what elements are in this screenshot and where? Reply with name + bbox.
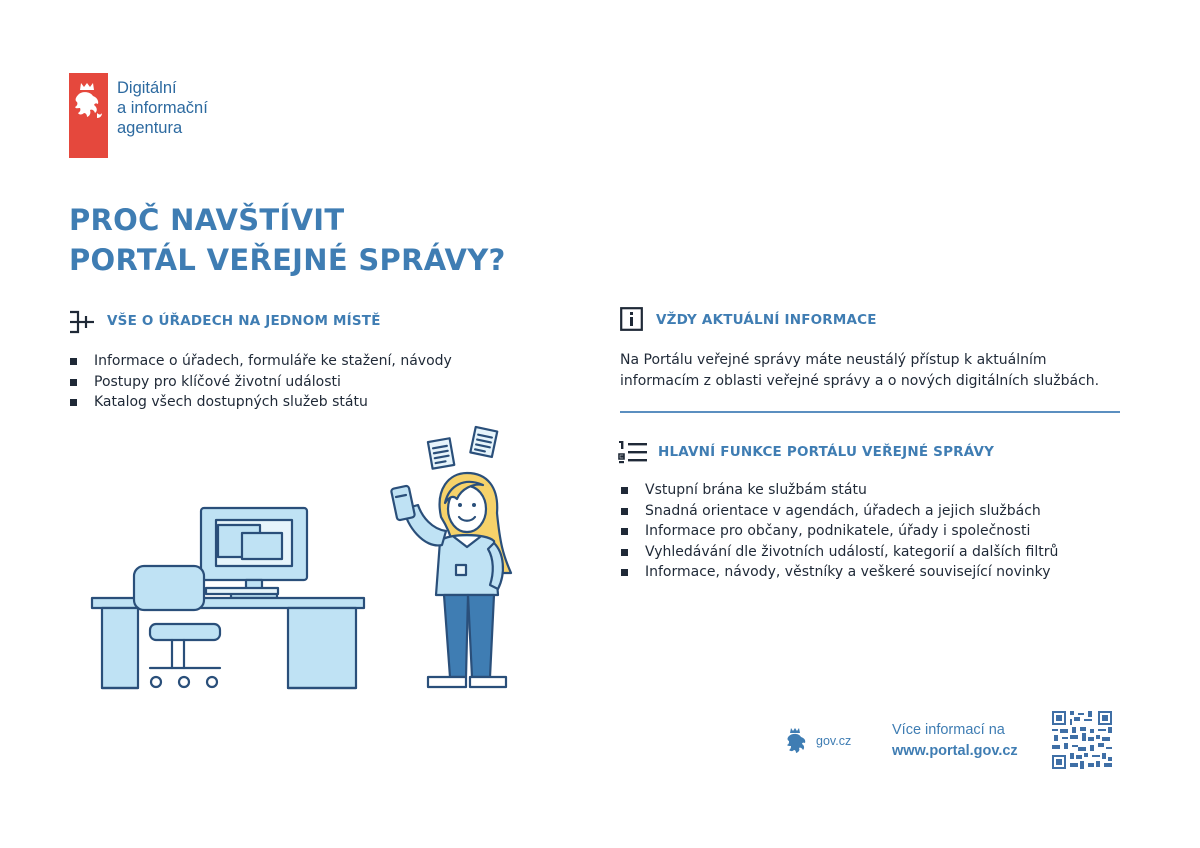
numbered-list-icon (618, 440, 648, 466)
list-item: Vyhledávání dle životních událostí, kategorií a dalších filtrů (620, 542, 1058, 563)
page-title (69, 200, 506, 280)
qr-code-icon[interactable] (1052, 711, 1112, 769)
section-divider (620, 411, 1120, 413)
gov-lion-icon (784, 726, 810, 758)
page-title-line2: PORTÁL VEŘEJNÉ SPRÁVY? (69, 243, 506, 277)
info-paragraph (620, 350, 1099, 392)
agency-name-line2: a informační (117, 99, 208, 117)
list-item: Informace pro občany, podnikatele, úřady i společnosti (620, 521, 1058, 542)
more-info-text: Více informací na (892, 722, 1005, 738)
list-item: Postupy pro klíčové životní události (69, 372, 452, 393)
list-item: Katalog všech dostupných služeb státu (69, 392, 452, 413)
person-with-phone-illustration (388, 425, 523, 695)
offices-list (69, 351, 452, 413)
info-paragraph-line1: Na Portálu veřejné správy máte neustálý přístup k aktuálním (620, 352, 1047, 368)
info-icon (620, 307, 643, 331)
portal-url-link[interactable]: www.portal.gov.cz (892, 743, 1018, 759)
functions-list (620, 480, 1058, 583)
agency-name-line1: Digitální (117, 79, 177, 97)
gov-cz-label: gov.cz (816, 734, 852, 748)
list-item: Snadná orientace v agendách, úřadech a jejich službách (620, 501, 1058, 522)
office-desk-illustration (88, 500, 373, 695)
list-item: Informace o úřadech, formuláře ke stažení, návody (69, 351, 452, 372)
lion-emblem-icon (69, 73, 108, 158)
list-item: Informace, návody, věstníky a veškeré související novinky (620, 562, 1058, 583)
agency-name (117, 78, 208, 138)
agency-logo (69, 73, 108, 158)
more-info (892, 720, 1018, 762)
info-section-title: VŽDY AKTUÁLNÍ INFORMACE (656, 312, 877, 328)
functions-section-title: HLAVNÍ FUNKCE PORTÁLU VEŘEJNÉ SPRÁVY (658, 444, 995, 460)
hierarchy-icon (69, 310, 95, 334)
offices-section-title: VŠE O ÚŘADECH NA JEDNOM MÍSTĚ (107, 313, 381, 329)
agency-name-line3: agentura (117, 119, 183, 137)
page-title-line1: PROČ NAVŠTÍVIT (69, 203, 345, 237)
info-paragraph-line2: informacím z oblasti veřejné správy a o nových digitálních službách. (620, 373, 1100, 389)
list-item: Vstupní brána ke službám státu (620, 480, 1058, 501)
